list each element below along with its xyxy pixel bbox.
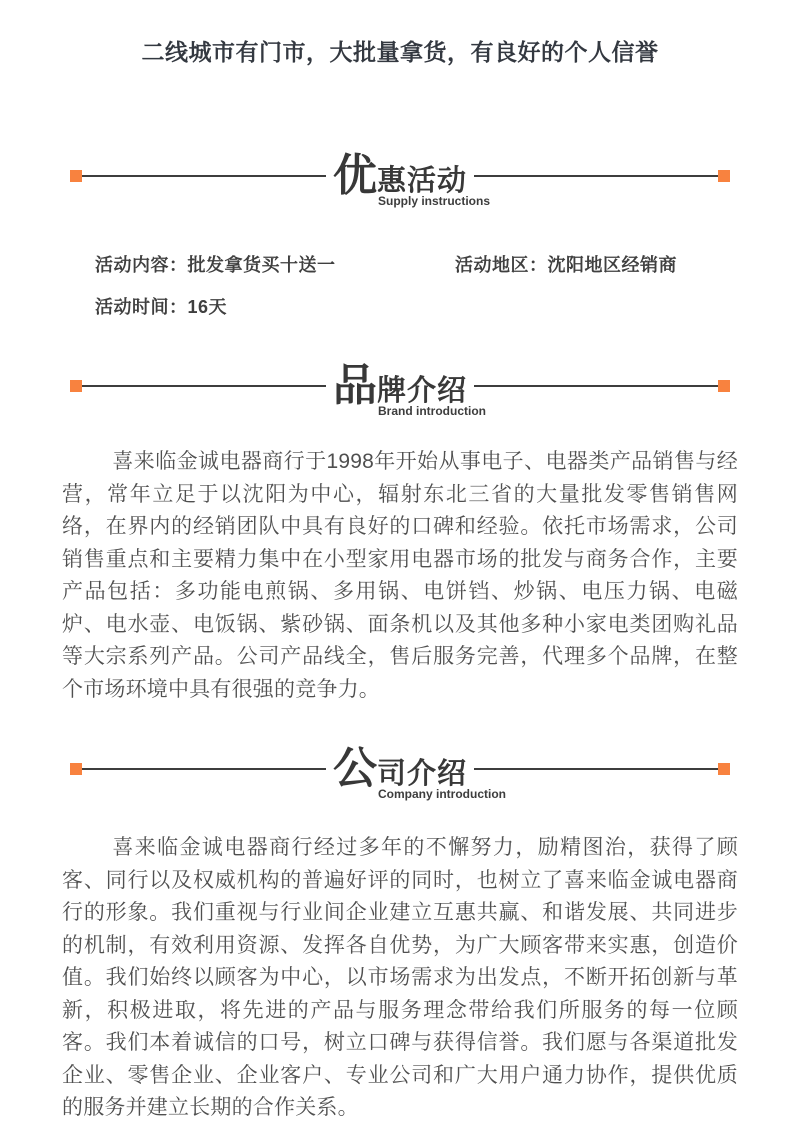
product-description-page: [0, 38, 800, 1119]
promo-details: [95, 256, 705, 316]
brand-introduction-paragraph: 喜来临金诚电器商行于1998年开始从事电子、电器类产品销售与经营，常年立足于以沈阳为中心，辐射东北三省的大量批发零售销售网络，在界内的经销团队中具有良好的口碑和经验。依托市场需求，公司销售重点和主要精力集中在小型家用电器市场的批发与商务合作，主要产品包括：多功能电煎锅、多用锅、电饼铛、炒锅、电压力锅、电磁炉、电水壶、电饭锅、紫砂锅、面条机以及其他多种小家电类团购礼品等大宗系列产品。公司产品线全，售后服务完善，代理多个品牌，在整个市场环境中具有很强的竞争力。: [62, 450, 738, 701]
right-accent-square: [718, 763, 730, 775]
detail-value: 16天: [187, 297, 228, 317]
heading-english-subtitle: Brand introduction: [378, 404, 486, 419]
right-accent-square: [718, 380, 730, 392]
left-accent-square: [70, 763, 82, 775]
detail-value: 批发拿货买十送一: [187, 255, 336, 275]
promo-detail-duration: [95, 298, 455, 316]
heading-english-subtitle: Company introduction: [378, 787, 506, 802]
brand-section-header: [70, 356, 730, 419]
promo-section-header: [70, 146, 730, 209]
heading-first-char: 优: [333, 151, 377, 201]
detail-label: 活动内容：: [95, 255, 188, 275]
detail-label: 活动地区：: [455, 255, 548, 275]
heading-first-char: 公: [333, 744, 377, 794]
left-rule-line: [82, 385, 326, 387]
heading-first-char: 品: [333, 361, 377, 411]
detail-value: 沈阳地区经销商: [547, 255, 677, 275]
right-rule-line: [474, 768, 718, 770]
left-rule-line: [82, 175, 326, 177]
right-rule-line: [474, 385, 718, 387]
brand-section-heading: [326, 361, 486, 419]
company-introduction-paragraph: 喜来临金诚电器商行经过多年的不懈努力，励精图治，获得了顾客、同行以及权威机构的普遍好评的同时，也树立了喜来临金诚电器商行的形象。我们重视与行业间企业建立互惠共赢、和谐发展、共同进步的机制，有效利用资源、发挥各自优势，为广大顾客带来实惠，创造价值。我们始终以顾客为中心，以市场需求为出发点，不断开拓创新与革新，积极进取，将先进的产品与服务理念带给我们所服务的每一位顾客。我们本着诚信的口号，树立口碑与获得信誉。我们愿与各渠道批发企业、零售企业、企业客户、专业公司和广大用户通力协作，提供优质的服务并建立长期的合作关系。: [62, 836, 738, 1119]
heading-rest-wrap: [377, 375, 486, 419]
heading-rest-wrap: [377, 758, 506, 802]
promo-detail-content: [95, 256, 455, 274]
left-rule-line: [82, 768, 326, 770]
left-accent-square: [70, 170, 82, 182]
page-title: 二线城市有门市，大批量拿货，有良好的个人信誉: [141, 39, 659, 65]
left-accent-square: [70, 380, 82, 392]
heading-rest-text: 牌介绍: [377, 375, 468, 408]
heading-english-subtitle: Supply instructions: [378, 194, 491, 209]
detail-label: 活动时间：: [95, 297, 188, 317]
right-accent-square: [718, 170, 730, 182]
heading-rest-text: 惠活动: [377, 165, 468, 198]
company-section-header: [70, 739, 730, 802]
heading-rest-wrap: [377, 165, 491, 209]
promo-section-heading: [326, 151, 491, 209]
right-rule-line: [474, 175, 718, 177]
heading-rest-text: 司介绍: [377, 758, 468, 791]
promo-detail-region: [455, 256, 705, 274]
company-section-heading: [326, 744, 506, 802]
